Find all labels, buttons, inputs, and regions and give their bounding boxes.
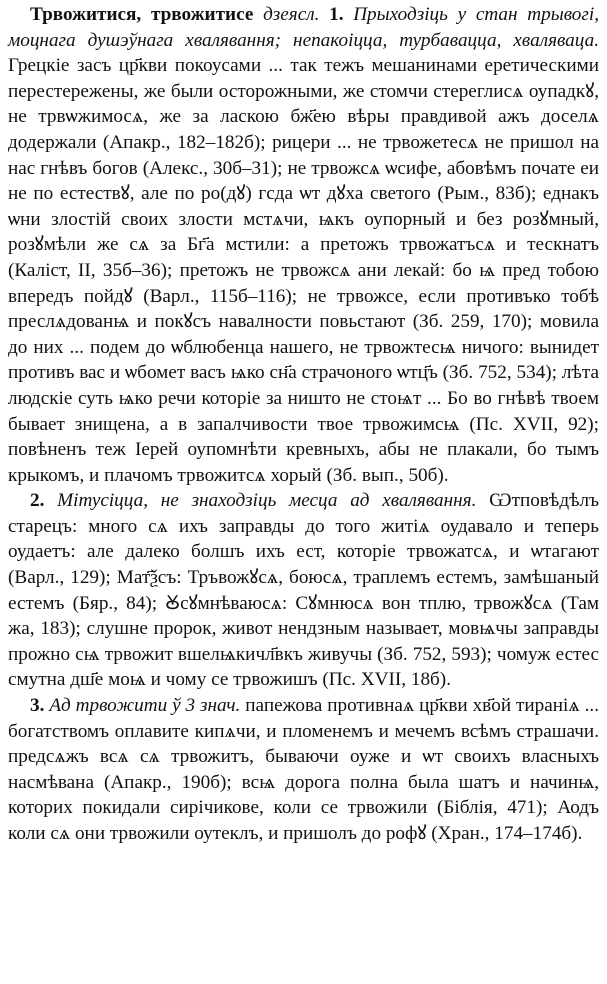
headword: Трвожитися, трвожитисе — [30, 4, 254, 25]
sense-number: 1 — [329, 4, 339, 25]
sense-quotations: Грецкіе засъ цр҃кви покоусами ... так тежъ мешанинами еретическими перестережены, же были осторожными, же стомчи стереглисѧ оупадкꙋ, не трвѡжимосѧ, же за ласкою бж҃ею вѣры правдивой ажъ доселѧ додержали (Апакр., 182–182б); рицери ... не трвожетесѧ не пришол на нас гнѣвъ богов (Алекс., 30б–31); не трвожсѧ ѡсифе, абовѣмъ почате еи не по естествꙋ, але по ро(дꙋ) гсда ѡт дꙋха светого (Рым., 83б); еднакъ ѡни злостій своих злости мстѧчи, ѩкъ оупорный и без розꙋмный, розꙋмѣли же сѧ за Бг҃а мстили: а претожъ трвожатъсѧ и тескнатъ (Каліст, II, 35б–36); претожъ не трвожсѧ ани лекай: бо ѩ пред тобою впередъ пойдꙋ (Варл., 115б–116); не трвожсе, если противъко тобѣ преслѧдованѩ и покꙋсъ навалности повьстают (Зб. 259, 170); мовила до них ... подем до ѡблюбенца нашего, не трвожтесѩ ничого: вынидет противъ вас и ѡбомет васъ ѩко сн҃а страчоного ѡтц҃ъ (Зб. 752, 534); лѣта людскіе суть ѩко речи которіе за ништо не стоѩт ... Бо во гнѣвѣ твоем бывает знищена, а в запалчивости твое трвожимсѩ (Пс. XVII, 92); повѣненъ теж Іерей оупомнѣти кревныхъ, абы не плакали, бо тымъ крыкомъ, и плачомъ трвожитсѧ хорый (Зб. вып., 50б). — [8, 55, 599, 486]
sense-definition: Прыходзіць у стан трывогі, моцнага душэўнага хвалявання; непакоіцца, турбавацца, хваляваца. — [8, 4, 599, 51]
sense-quotations: Ѡтповѣдѣлъ старецъ: много сѧ ихъ заправды до того житіѧ оудавало и теперь оудаетъ: але далеко болшъ ихъ ест, которіе трвожатсѧ, и ѡтагают (Варл., 129); Мат҃ѯсъ: Тръвожꙋсѧ, боюсѧ, траплемъ естемъ, замѣшаный естемъ (Бяр., 84); Ꙋсꙋмнѣваюсѧ: Сꙋмнюсѧ вон тплю, трвожꙋсѧ (Там жа, 183); слушне пророк, живот нендзным называет, мовѩчы заправды прожно сѩ трвожит вшелѩкичл҃вкъ живучы (Зб. 752, 593); чомуж естес смутна дш҃е моѩ и чому се трвожишъ (Пс. XVII, 18б). — [8, 490, 600, 691]
sense-number: 2 — [30, 490, 40, 512]
sense-definition: Ад трвожити ў 3 знач. — [49, 695, 241, 717]
sense-3: 3. Ад трвожити ў 3 знач. папежова противнаѧ цр҃кви хв҃ой тиранiѧ ... богатствомъ оплавите кипѧчи, и пломенемъ и мечемъ всѣмъ страшачи. предсѧжъ всѧ сѧ трвожитъ, бываючи оуже и ѡт своихъ власныхъ насмѣвана (Апакр., 190б); всѩ дорога полна была шатъ и начинѩ, которих покидали сирічикове, коли се трвожили (Біблія, 471); Аодъ коли сѧ они трвожили оутеклъ, и пришолъ до рофꙋ (Хран., 174–174б). — [8, 695, 599, 844]
sense-number: 3 — [30, 695, 40, 717]
grammar-label: дзеясл. — [263, 4, 320, 25]
sense-definition: Мітусіцца, не знаходзіць месца ад хвалявання. — [57, 490, 477, 512]
sense-1: Трвожитися, трвожитисе дзеясл. 1. Прыходзіць у стан трывогі, моцнага душэўнага хвалявання; непакоіцца, турбавацца, хваляваца. Грецкіе засъ цр҃кви покоусами ... так тежъ мешанинами еретическими перестережены, же были осторожными, же стомчи стереглисѧ оупадкꙋ, не трвѡжимосѧ, же за ласкою бж҃ею вѣры правдивой ажъ доселѧ додержали (Апакр., 182–182б); рицери ... не трвожетесѧ не пришол на нас гнѣвъ богов (Алекс., 30б–31); не трвожсѧ ѡсифе, абовѣмъ почате еи не по естествꙋ, але по ро(дꙋ) гсда ѡт дꙋха светого (Рым., 83б); еднакъ ѡни злостій своих злости мстѧчи, ѩкъ оупорный и без розꙋмный, розꙋмѣли же сѧ за Бг҃а мстили: а претожъ трвожатъсѧ и тескнатъ (Каліст, II, 35б–36); претожъ не трвожсѧ ани лекай: бо ѩ пред тобою впередъ пойдꙋ (Варл., 115б–116); не трвожсе, если противъко тобѣ преслѧдованѩ и покꙋсъ навалности повьстают (Зб. 259, 170); мовила до них ... подем до ѡблюбенца нашего, не трвожтесѩ ничого: вынидет противъ вас и ѡбомет васъ ѩко сн҃а страчоного ѡтц҃ъ (Зб. 752, 534); лѣта людскіе суть ѩко речи которіе за ништо не стоѩт ... Бо во гнѣвѣ твоем бывает знищена, а в запалчивости твое трвожимсѩ (Пс. XVII, 92); повѣненъ теж Іерей оупомнѣти кревныхъ, абы не плакали, бо тымъ крыкомъ, и плачомъ трвожитсѧ хорый (Зб. вып., 50б). — [8, 4, 599, 486]
sense-2: 2. Мітусіцца, не знаходзіць месца ад хвалявання. Ѡтповѣдѣлъ старецъ: много сѧ ихъ заправды до того житіѧ оудавало и теперь оудаетъ: але далеко болшъ ихъ ест, которіе трвожатсѧ, и ѡтагают (Варл., 129); Мат҃ѯсъ: Тръвожꙋсѧ, боюсѧ, траплемъ естемъ, замѣшаный естемъ (Бяр., 84); Ꙋсꙋмнѣваюсѧ: Сꙋмнюсѧ вон тплю, трвожꙋсѧ (Там жа, 183); слушне пророк, живот нендзным называет, мовѩчы заправды прожно сѩ трвожит вшелѩкичл҃вкъ живучы (Зб. 752, 593); чомуж естес смутна дш҃е моѩ и чому се трвожишъ (Пс. XVII, 18б). — [8, 490, 600, 691]
dictionary-page — [8, 2, 599, 847]
sense-quotations: папежова противнаѧ цр҃кви хв҃ой тиранiѧ ... богатствомъ оплавите кипѧчи, и пломенемъ и мечемъ всѣмъ страшачи. предсѧжъ всѧ сѧ трвожитъ, бываючи оуже и ѡт своихъ власныхъ насмѣвана (Апакр., 190б); всѩ дорога полна была шатъ и начинѩ, которих покидали сирічикове, коли се трвожили (Біблія, 471); Аодъ коли сѧ они трвожили оутеклъ, и пришолъ до рофꙋ (Хран., 174–174б). — [8, 695, 599, 844]
